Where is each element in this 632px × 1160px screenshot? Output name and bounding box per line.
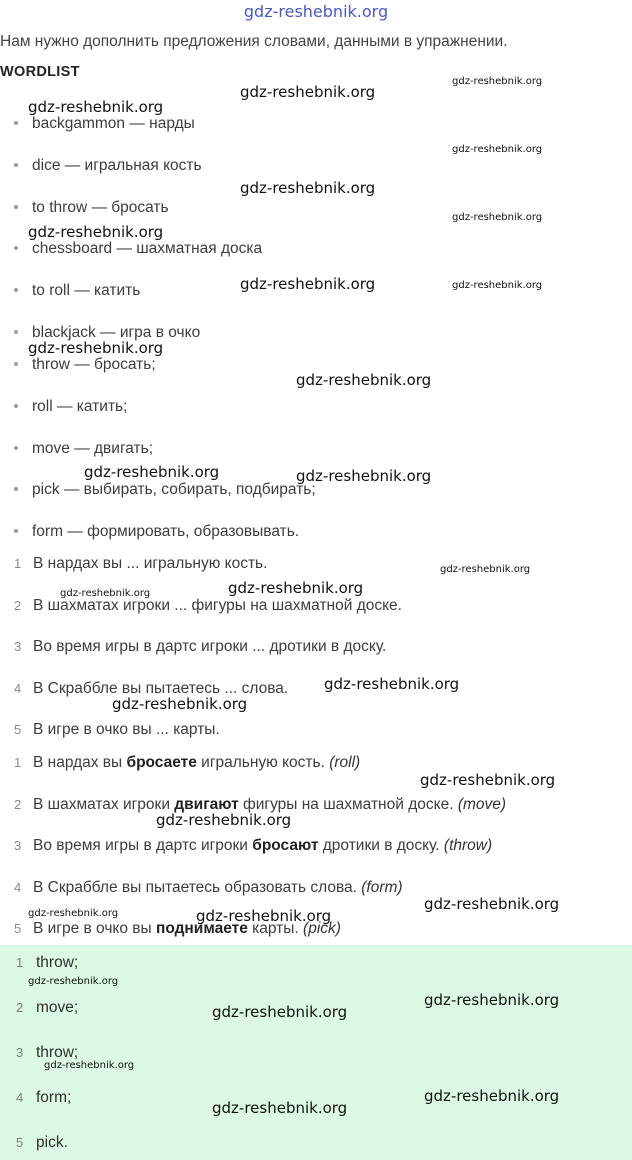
answer-item: 1 throw; [16, 954, 79, 971]
watermark: gdz-reshebnik.org [196, 907, 332, 925]
wordlist-item: to roll — катить [14, 282, 140, 300]
bullet-dot-icon [14, 404, 18, 408]
watermark: gdz-reshebnik.org [324, 675, 460, 693]
wordlist-heading: WORDLIST [0, 64, 80, 80]
bullet-dot-icon [14, 163, 18, 167]
watermark: gdz-reshebnik.org [296, 371, 432, 389]
wordlist-item: blackjack — игра в очко [14, 324, 200, 342]
watermark: gdz-reshebnik.org [112, 695, 248, 713]
bullet-dot-icon [14, 205, 18, 209]
bullet-dot-icon [14, 246, 18, 250]
watermark: gdz-reshebnik.org [44, 1060, 135, 1071]
watermark: gdz-reshebnik.org [296, 467, 432, 485]
watermark: gdz-reshebnik.org [228, 579, 364, 597]
wordlist-item: throw — бросать; [14, 356, 156, 374]
watermark: gdz-reshebnik.org [452, 76, 543, 87]
bullet-dot-icon [14, 487, 18, 491]
watermark: gdz-reshebnik.org [440, 564, 531, 575]
task-item: 4 В Скраббле вы пытаетесь ... слова. [14, 680, 289, 697]
task-item: 5 В игре в очко вы ... карты. [14, 721, 220, 738]
solution-item: 1 В нардах вы бросаете игральную кость. (roll) [14, 754, 361, 771]
task-item: 2 В шахматах игроки ... фигуры на шахматной доске. [14, 597, 402, 614]
bullet-dot-icon [14, 288, 18, 292]
bullet-dot-icon [14, 362, 18, 366]
wordlist-item: form — формировать, образовывать. [14, 523, 299, 541]
solution-item: 5 В игре в очко вы поднимаете карты. (pick) [14, 920, 341, 937]
task-item: 3 Во время игры в дартс игроки ... дротики в доску. [14, 638, 387, 655]
bullet-dot-icon [14, 330, 18, 334]
watermark: gdz-reshebnik.org [28, 976, 119, 987]
bullet-dot-icon [14, 446, 18, 450]
solution-item: 4 В Скраббле вы пытаетесь образовать слова. (form) [14, 879, 403, 896]
answer-item: 3 throw; [16, 1044, 79, 1061]
wordlist-item: dice — игральная кость [14, 157, 202, 175]
watermark: gdz-reshebnik.org [212, 1099, 348, 1117]
wordlist-item: to throw — бросать [14, 199, 169, 217]
watermark: gdz-reshebnik.org [452, 280, 543, 291]
intro-text: Нам нужно дополнить предложения словами, данными в упражнении. [0, 33, 508, 50]
top-watermark: gdz-reshebnik.org [243, 2, 389, 21]
answer-item: 2 move; [16, 999, 79, 1016]
solution-item: 2 В шахматах игроки двигают фигуры на шахматной доске. (move) [14, 796, 507, 813]
watermark: gdz-reshebnik.org [452, 212, 543, 223]
watermark: gdz-reshebnik.org [84, 463, 220, 481]
bullet-dot-icon [14, 529, 18, 533]
wordlist-item: pick — выбирать, собирать, подбирать; [14, 481, 316, 499]
watermark: gdz-reshebnik.org [420, 771, 556, 789]
watermark: gdz-reshebnik.org [424, 1087, 560, 1105]
bullet-dot-icon [14, 121, 18, 125]
wordlist-item: move — двигать; [14, 440, 153, 458]
watermark: gdz-reshebnik.org [28, 98, 164, 116]
solution-item: 3 Во время игры в дартс игроки бросают дротики в доску. (throw) [14, 837, 493, 854]
watermark: gdz-reshebnik.org [28, 908, 119, 919]
watermark: gdz-reshebnik.org [452, 144, 543, 155]
watermark: gdz-reshebnik.org [424, 895, 560, 913]
wordlist-item: chessboard — шахматная доска [14, 240, 262, 258]
wordlist-item: roll — катить; [14, 398, 127, 416]
watermark: gdz-reshebnik.org [212, 1003, 348, 1021]
watermark: gdz-reshebnik.org [60, 588, 151, 599]
wordlist-item: backgammon — нарды [14, 115, 195, 133]
answer-item: 5 pick. [16, 1134, 68, 1151]
watermark: gdz-reshebnik.org [156, 811, 292, 829]
watermark: gdz-reshebnik.org [424, 991, 560, 1009]
watermark: gdz-reshebnik.org [240, 179, 376, 197]
watermark: gdz-reshebnik.org [28, 339, 164, 357]
watermark: gdz-reshebnik.org [240, 83, 376, 101]
answer-item: 4 form; [16, 1089, 72, 1106]
task-item: 1 В нардах вы ... игральную кость. [14, 555, 268, 572]
watermark: gdz-reshebnik.org [28, 223, 164, 241]
watermark: gdz-reshebnik.org [240, 275, 376, 293]
